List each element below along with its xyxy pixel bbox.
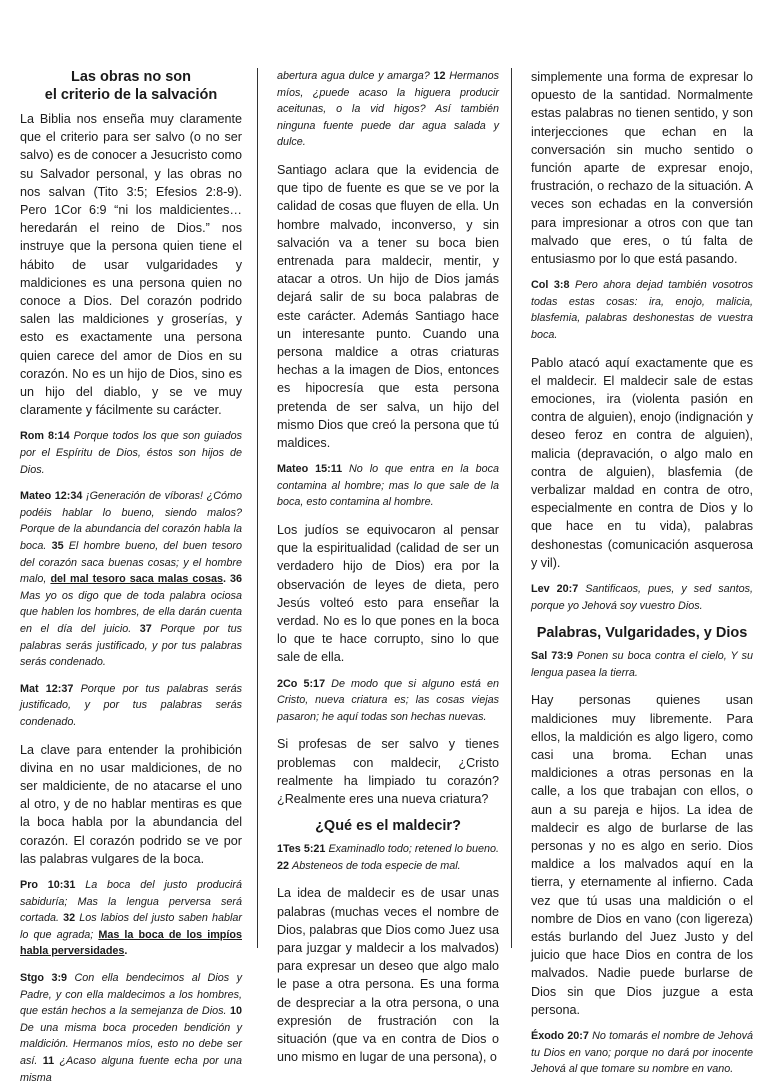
verse-quote: 1Tes 5:21 Examinadlo todo; retened lo bueno. 22 Absteneos de toda especie de mal.	[277, 843, 499, 872]
body-paragraph: Los judíos se equivocaron al pensar que la espiritualidad (calidad de ser un verdadero hijo de Dios) era por la observación de leyes de dieta, pero Jesús volteó esto para enseñar la verdad. No es lo que pones en la boca lo que te hace corrupto, sino lo que sale de ella.	[277, 523, 499, 665]
verse-reference: Pro 10:31	[20, 878, 76, 891]
verse-reference: Mat 12:37	[20, 682, 74, 695]
verse-quote: abertura agua dulce y amarga? 12 Hermanos míos, ¿puede acaso la higuera producir aceitunas, o la vid higos? Así también ninguna fuente puede dar agua salada y dulce.	[277, 70, 499, 149]
body-paragraph: simplemente una forma de expresar lo opuesto de la santidad. Normalmente estas palabras no tienen sentido, y son interjecciones que echan en la conversación sin mucho sentido o función aparte de expresar enojo, frustración, o rechazo de la situación. A veces son echadas en la conversión para impresionar a otros con que tan malvado que eres, o tú falta de entusiasmo por lo que está pasando.	[531, 70, 753, 267]
verse-quote: Rom 8:14 Porque todos los que son guiados por el Espíritu de Dios, éstos son hijos de Dios.	[20, 430, 242, 476]
verse-quote: Stgo 3:9 Con ella bendecimos al Dios y Padre, y con ella maldecimos a los hombres, que están hechos a la semejanza de Dios. 10 De una misma boca proceden bendición y maldición. Hermanos míos, esto no debe ser así. 11 ¿Acaso alguna fuente echa por una misma	[20, 971, 243, 1084]
column-divider	[257, 68, 258, 948]
verse-quote: Col 3:8 Pero ahora dejad también vosotros todas estas cosas: ira, enojo, malicia, blasfemia, palabras deshonestas de vuestra boca.	[531, 279, 754, 342]
verse-reference: Rom 8:14	[20, 430, 70, 443]
body-paragraph: La idea de maldecir es de usar unas palabras (muchas veces el nombre de Dios, palabras que Dios como Juez usa para juzgar y maldecir a los malvados) para expresar un deseo que algo malo le pase a otra persona. Es una forma de despreciar a la otra persona, o una expresión de frustración con la situación (que va en contra de Dios o uno mismo en lugar de una persona), o	[277, 886, 499, 1065]
section-heading: Palabras, Vulgaridades, y Dios	[536, 625, 748, 642]
body-paragraph: Hay personas quienes usan maldiciones muy libremente. Para ellos, la maldición es algo ligero, como casi una broma. Echan unas maldiciones a otras personas en la calle, a los que trabajan con ellos, o aun a su pareja e hijos. La idea de maldecir es algo de burlarse de las personas y no es algo en serio. Dios maldice a los malvados aquí en la tierra, y eternamente al infierno. Cada vez que tú usas una maldición o el nombre de Dios en vano (con ligereza) estás burlando del Juez Justo y del juicio que hace Dios en contra de los malvados. Nadie puede burlarse de Dios sin que Dios juzgue a esta persona.	[531, 693, 753, 1017]
verse-quote: Mat 12:37 Porque por tus palabras serás justificado, y por tus palabras serás condenado.	[20, 682, 243, 728]
section-heading: ¿Qué es el maldecir?	[315, 818, 461, 835]
body-paragraph: Pablo atacó aquí exactamente que es el maldecir. El maldecir sale de estas emociones, ira (violenta pasión en contra de alguien), enojo (indignación y deseo feroz en contra de alguien), malicia (depravación, o algo malo en contra de alguien), blasfemia (de verbalizar maldad en contra de otro, especialmente en contra de Dios y lo que hace en tu vida), palabras deshonestas (comunicación asquerosa y vil).	[531, 355, 753, 570]
body-paragraph: La Biblia nos enseña muy claramente que el criterio para ser salvo (o no ser salvo) es de conocer a Jesucristo como su Salvador personal, y las obras no nos salvan (Tito 3:5; Efesios 2:8-9). Pero 1Cor 6:9 “ni los maldicientes… heredarán el reino de Dios.” nos instruye que la persona quien tiene el hábito de usar vulgaridades y maldiciones es una persona quien no conoce a Dios. Del corazón podrido salen las maldiciones y groserías, y esto es exactamente una persona quien carece del amor de Dios en su corazón. No es un hijo de Dios, sino es un hijo del diablo, y se ve muy claramente y fácilmente su carácter.	[20, 112, 242, 418]
column-left	[20, 68, 243, 1084]
verse-quote: 2Co 5:17 De modo que si alguno está en Cristo, nueva criatura es; las cosas viejas pasaron; he aquí todas son hechas nuevas.	[277, 677, 500, 723]
body-paragraph: Santiago aclara que la evidencia de que tipo de fuente es que se ve por la calidad de cosas que fluyen de ella. Un hombre malvado, inconverso, y sin salvación va a tener su boca bien entrenada para maldecir, mentir, y atacar a otros. Un hijo de Dios jamás dejará salir de su boca palabras de este carácter. Además Santiago hace un interesante punto. Cuando una persona maldice a otras criaturas hechas a la imagen de Dios, entonces es hipocresía que esta persona pretenda de ser salva, un hijo del mismo Dios que creó la persona que tú maldices.	[277, 162, 499, 451]
verse-reference: Sal 73:9	[531, 650, 573, 663]
verse-reference: Stgo 3:9	[20, 971, 68, 984]
verse-quote: Mateo 12:34 ¡Generación de víboras! ¿Cómo podéis hablar lo bueno, siendo malos? Porque de la abundancia del corazón habla la boca. 35 El hombre bueno, del buen tesoro del corazón saca buenas cosas; y el hombre malo, del mal tesoro saca malas cosas. 36 Mas yo os digo que de toda palabra ociosa que hablen los hombres, de ella darán cuenta en el día del juicio. 37 Porque por tus palabras serás justificado, y por tus palabras serás condenado.	[20, 490, 243, 669]
body-paragraph: La clave para entender la prohibición divina en no usar maldiciones, de no ser maldiciente, de no atacarse el uno al otro, y de no hablar mentiras es que la boca habla por la abundancia del corazón. El corazón podrido se ve por las palabras vulgares de la boca.	[20, 742, 242, 866]
emphasis-underline: Mas la boca de los impíos habla perversidades	[20, 928, 242, 958]
verse-reference: 2Co 5:17	[277, 677, 326, 690]
emphasis-underline: del mal tesoro saca malas cosas	[50, 573, 223, 586]
verse-reference: Lev 20:7	[531, 583, 579, 596]
section-title: Las obras no son el criterio de la salvación	[44, 69, 218, 103]
verse-reference: 1Tes 5:21	[277, 843, 326, 856]
column-divider	[511, 68, 512, 948]
verse-reference: Mateo 12:34	[20, 490, 83, 503]
verse-quote: Sal 73:9 Ponen su boca contra el cielo, Y su lengua pasea la tierra.	[531, 650, 754, 679]
column-middle	[277, 68, 500, 1065]
verse-quote: Éxodo 20:7 No tomarás el nombre de Jehová tu Dios en vano; porque no dará por inocente Jehová al que tomare su nombre en vano.	[531, 1030, 753, 1076]
verse-quote: Lev 20:7 Santificaos, pues, y sed santos, porque yo Jehová soy vuestro Dios.	[531, 583, 754, 612]
verse-reference: Mateo 15:11	[277, 463, 343, 476]
column-right	[531, 68, 754, 1076]
verse-quote: Pro 10:31 La boca del justo producirá sabiduría; Mas la lengua perversa será cortada. 32 Los labios del justo saben hablar lo que agrada; Mas la boca de los impíos habla perversidades.	[20, 878, 243, 958]
verse-quote: Mateo 15:11 No lo que entra en la boca contamina al hombre; mas lo que sale de la boca, esto contamina al hombre.	[277, 463, 499, 509]
body-paragraph: Si profesas de ser salvo y tienes problemas con maldecir, ¿Cristo realmente ha limpiado tu corazón? ¿Realmente eres una nueva criatura?	[277, 737, 499, 807]
verse-reference: Col 3:8	[531, 279, 570, 292]
verse-reference: Éxodo 20:7	[531, 1030, 589, 1043]
